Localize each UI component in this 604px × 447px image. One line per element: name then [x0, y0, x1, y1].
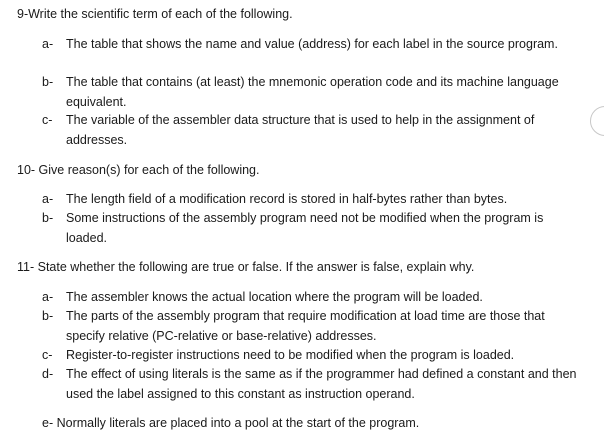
- q9-item-b-text: The table that contains (at least) the mnemonic operation code and its machine language equivalent.: [66, 75, 559, 109]
- q10-item-b-marker: b-: [42, 211, 54, 225]
- q9-item-a-text: The table that shows the name and value (address) for each label in the source program.: [66, 37, 558, 51]
- q11-item-b: [42, 307, 577, 346]
- q11-item-d-marker: d-: [42, 367, 54, 381]
- q9-item-c-text: The variable of the assembler data structure that is used to help in the assignment of addresses.: [66, 113, 535, 147]
- question-9-heading: 9-Write the scientific term of each of the following.: [17, 7, 293, 21]
- q9-item-a-marker: a-: [42, 37, 54, 51]
- q11-item-b-marker: b-: [42, 309, 54, 323]
- q10-item-b-text: Some instructions of the assembly program need not be modified when the program is loaded.: [66, 211, 544, 245]
- q11-item-c-text: Register-to-register instructions need to be modified when the program is loaded.: [66, 348, 515, 362]
- question-10-heading: 10- Give reason(s) for each of the following.: [17, 163, 260, 177]
- q11-item-d: [42, 365, 577, 404]
- q10-item-a-text: The length field of a modification record is stored in half-bytes rather than bytes.: [66, 192, 508, 206]
- q9-item-b-marker: b-: [42, 75, 54, 89]
- q10-item-a: [42, 190, 577, 210]
- q10-item-a-marker: a-: [42, 192, 54, 206]
- q9-item-b: [42, 73, 577, 112]
- q11-item-a: [42, 288, 577, 308]
- q11-item-d-text: The effect of using literals is the same as if the programmer had defined a constant and then used the label assigned to this constant as instruction operand.: [66, 367, 577, 401]
- scroll-circle-button[interactable]: [590, 106, 604, 136]
- q11-item-c-marker: c-: [42, 348, 53, 362]
- q11-item-a-marker: a-: [42, 290, 54, 304]
- q9-item-a: [42, 35, 577, 55]
- q9-item-c: [42, 111, 577, 150]
- question-11-heading: 11- State whether the following are true or false. If the answer is false, explain why.: [17, 260, 475, 274]
- q10-item-b: [42, 209, 577, 248]
- q11-item-b-text: The parts of the assembly program that require modification at load time are those that specify relative (PC-relative or base-relative) addresses.: [66, 309, 545, 343]
- q11-item-a-text: The assembler knows the actual location where the program will be loaded.: [66, 290, 483, 304]
- q11-item-c: [42, 346, 577, 366]
- q9-item-c-marker: c-: [42, 113, 53, 127]
- q11-item-e: e- Normally literals are placed into a pool at the start of the program.: [42, 416, 420, 430]
